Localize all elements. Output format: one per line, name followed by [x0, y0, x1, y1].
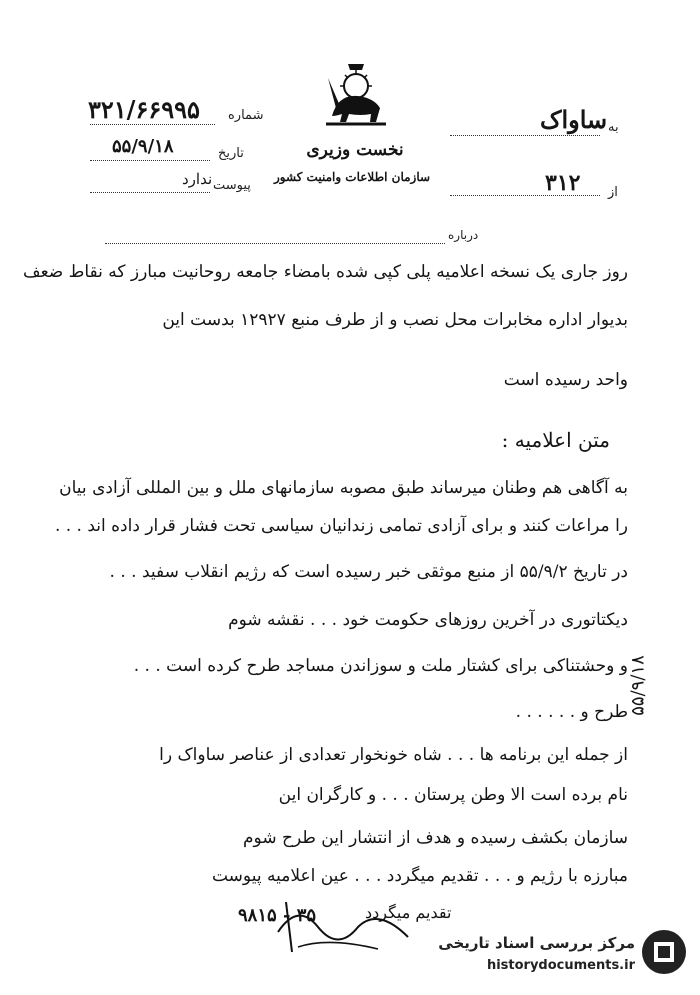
signature-icon: [268, 892, 418, 962]
body-line: واحد رسیده است: [503, 370, 628, 390]
to-value: ساواک: [540, 105, 608, 134]
body-line: نام برده است الا وطن پرستان . . . و کارگران این: [278, 785, 628, 805]
body-line: متن اعلامیه :: [501, 428, 610, 452]
date-dotted-line: [90, 160, 210, 161]
to-label: به: [608, 120, 619, 135]
body-line: به آگاهی هم وطنان میرساند طبق مصوبه سازمانهای ملل و بین المللی آزادی بیان: [59, 478, 628, 498]
body-line: دیکتاتوری در آخرین روزهای حکومت خود . . . نقشه شوم: [228, 610, 628, 630]
body-line: بدیوار اداره مخابرات محل نصب و از طرف منبع ۱۲۹۲۷ بدست این: [162, 310, 628, 330]
body-line: مبارزه با رژیم و . . . تقدیم میگردد . . . عین اعلامیه پیوست: [211, 866, 628, 886]
from-dotted-line: [450, 195, 600, 196]
number-dotted-line: [90, 124, 215, 125]
body-line: را مراعات کنند و برای آزادی تمامی زندانیان سیاسی تحت فشار قرار داده اند . . .: [54, 516, 628, 536]
body-line: روز جاری یک نسخه اعلامیه پلی کپی شده بامضاء جامعه روحانیت مبارز که نقاط ضعف: [23, 262, 628, 282]
attachment-label: پیوست: [213, 178, 251, 193]
watermark-url: historydocuments.ir: [486, 958, 635, 973]
date-value: ۵۵/۹/۱۸: [112, 136, 174, 157]
archive-logo-icon: [640, 928, 688, 976]
body-line: طرح و . . . . . .: [515, 702, 628, 722]
closing-text: تقدیم میگردد: [365, 903, 452, 922]
to-dotted-line: [450, 135, 600, 136]
margin-note: [598, 545, 658, 845]
number-value: ۳۲۱/۶۶۹۹۵: [88, 95, 200, 124]
subject-dotted-line: [105, 243, 445, 244]
body-line: در تاریخ ۵۵/۹/۲ از منبع موثقی خبر رسیده است که رژیم انقلاب سفید . . .: [109, 562, 628, 582]
from-value: ۳۱۲: [545, 170, 581, 196]
subject-label: درباره: [448, 228, 479, 242]
number-label: شماره: [228, 108, 264, 123]
org-subtitle: سازمان اطلاعات وامنیت کشور: [273, 170, 431, 184]
watermark-text: مرکز بررسی اسناد تاریخی: [438, 934, 635, 952]
attachment-value: ندارد: [182, 170, 213, 188]
body-line: سازمان بکشف رسیده و هدف از انتشار این طرح شوم: [243, 828, 628, 848]
body-line: از جمله این برنامه ها . . . شاه خونخوار تعدادی از عناصر ساواک را: [159, 745, 628, 765]
reference-code: ۳۵ - ۹۸۱۵: [238, 905, 317, 926]
lion-and-sun-emblem-icon: [318, 58, 394, 134]
margin-note-text: ۵۵/۹/۱۸: [627, 655, 649, 716]
date-label: تاریخ: [218, 146, 244, 161]
org-title: نخست وزیری: [306, 140, 404, 160]
attachment-dotted-line: [90, 192, 210, 193]
from-label: از: [608, 185, 618, 200]
body-line: و وحشتناکی برای کشتار ملت و سوزاندن مساجد طرح کرده است . . .: [133, 656, 628, 676]
